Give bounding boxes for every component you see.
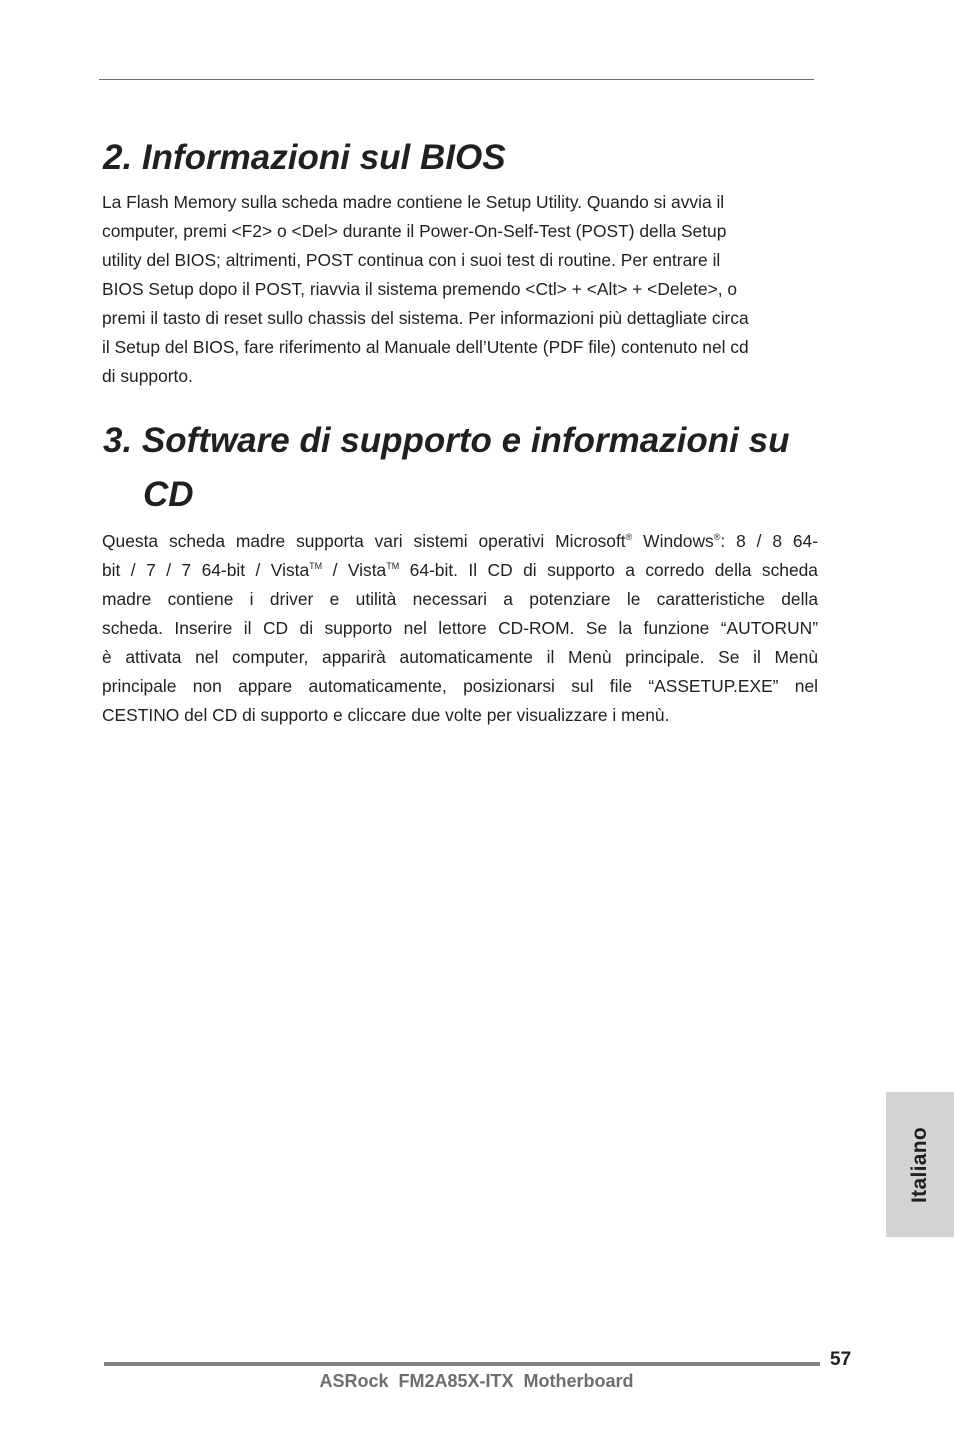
software-text: Windows bbox=[632, 531, 714, 551]
language-tab-label: Italiano bbox=[908, 1126, 931, 1203]
section-title-software-line2: CD bbox=[143, 475, 194, 514]
software-text: 64-bit. Il CD di supporto a corredo della scheda bbox=[399, 560, 818, 580]
trademark-mark: TM bbox=[309, 561, 323, 571]
software-text: Questa scheda madre supporta vari sistemi operativi Microsoft bbox=[102, 531, 626, 551]
software-text: bit / 7 / 7 64-bit / Vista bbox=[102, 560, 310, 580]
software-paragraph bbox=[102, 527, 818, 730]
software-line: scheda. Inserire il CD di supporto nel lettore CD-ROM. Se la funzione “AUTORUN” bbox=[102, 618, 818, 638]
software-line: principale non appare automaticamente, posizionarsi sul file “ASSETUP.EXE” nel bbox=[102, 676, 818, 696]
bios-line: utility del BIOS; altrimenti, POST continua con i suoi test di routine. Per entrare il bbox=[102, 250, 721, 270]
top-divider bbox=[99, 79, 814, 80]
software-text: : 8 / 8 64- bbox=[720, 531, 819, 551]
software-line: è attivata nel computer, apparirà automaticamente il Menù principale. Se il Menù bbox=[102, 647, 818, 667]
bios-line: il Setup del BIOS, fare riferimento al Manuale dell’Utente (PDF file) contenuto nel cd bbox=[102, 337, 749, 357]
bios-line: di supporto. bbox=[102, 366, 193, 386]
registered-mark: ® bbox=[625, 532, 633, 542]
section-title-software bbox=[103, 414, 823, 522]
bios-line: La Flash Memory sulla scheda madre contiene le Setup Utility. Quando si avvia il bbox=[102, 192, 725, 212]
trademark-mark: TM bbox=[386, 561, 400, 571]
section-title-software-line1: 3. Software di supporto e informazioni su bbox=[103, 421, 790, 460]
bios-paragraph bbox=[102, 188, 818, 391]
bios-line: computer, premi <F2> o <Del> durante il Power-On-Self-Test (POST) della Setup bbox=[102, 221, 727, 241]
section-title-bios: 2. Informazioni sul BIOS bbox=[103, 138, 506, 177]
software-line bbox=[102, 556, 818, 585]
bios-line: premi il tasto di reset sullo chassis del sistema. Per informazioni più dettagliate circa bbox=[102, 308, 749, 328]
language-tab bbox=[886, 1092, 954, 1237]
software-line: CESTINO del CD di supporto e cliccare due volte per visualizzare i menù. bbox=[102, 705, 670, 725]
footer-product-name: ASRock FM2A85X-ITX Motherboard bbox=[319, 1371, 634, 1391]
software-text: / Vista bbox=[322, 560, 387, 580]
registered-mark: ® bbox=[713, 532, 721, 542]
software-line bbox=[102, 527, 818, 556]
bios-line: BIOS Setup dopo il POST, riavvia il sistema premendo <Ctl> + <Alt> + <Delete>, o bbox=[102, 279, 738, 299]
page-number: 57 bbox=[830, 1349, 852, 1370]
footer-divider bbox=[104, 1362, 820, 1366]
software-line: madre contiene i driver e utilità necessari a potenziare le caratteristiche della bbox=[102, 589, 818, 609]
